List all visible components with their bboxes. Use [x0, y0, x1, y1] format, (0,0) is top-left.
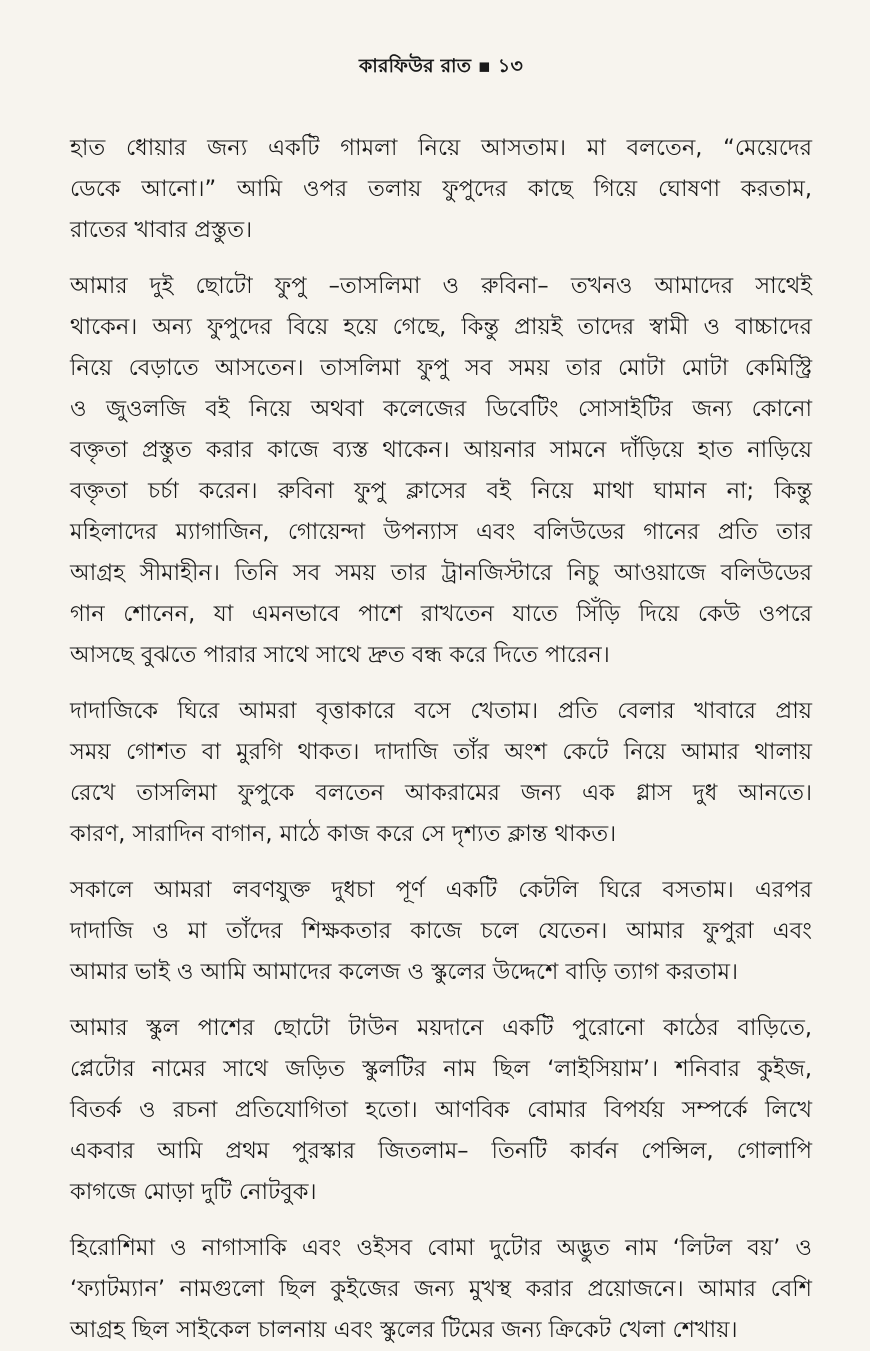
text-line: আসছে বুঝতে পারার সাথে সাথে দ্রুত বন্ধ করে দিতে পারেন। [70, 642, 610, 668]
text-line: প্লেটোর নামের সাথে জড়িত স্কুলটির নাম ছিল ‘লাইসিয়াম’। শনিবার কুইজ, [70, 1056, 812, 1082]
text-line: দাদাজি ও মা তাঁদের শিক্ষকতার কাজে চলে যেতেন। আমার ফুপুরা এবং [70, 918, 812, 944]
paragraph-2 [70, 266, 812, 676]
paragraph-3 [70, 691, 812, 855]
text-line: আমার স্কুল পাশের ছোটো টাউন ময়দানে একটি পুরোনো কাঠের বাড়িতে, [70, 1015, 812, 1041]
text-line: সময় গোশত বা মুরগি থাকত। দাদাজি তাঁর অংশ কেটে নিয়ে আমার থালায় [70, 739, 812, 765]
text-line: কারণ, সারাদিন বাগান, মাঠে কাজ করে সে দৃশ্যত ক্লান্ত থাকত। [70, 821, 617, 847]
text-line: ডেকে আনো।” আমি ওপর তলায় ফুপুদের কাছে গিয়ে ঘোষণা করতাম, [70, 176, 812, 202]
text-line: কাগজে মোড়া দুটি নোটবুক। [70, 1179, 317, 1205]
text-line: সকালে আমরা লবণযুক্ত দুধচা পূর্ণ একটি কেটলি ঘিরে বসতাম। এরপর [70, 877, 812, 903]
text-line: বক্তৃতা চর্চা করেন। রুবিনা ফুপু ক্লাসের বই নিয়ে মাথা ঘামান না; কিন্তু [70, 478, 812, 504]
text-line: আমার দুই ছোটো ফুপু –তাসলিমা ও রুবিনা– তখনও আমাদের সাথেই [70, 273, 812, 299]
text-line: একবার আমি প্রথম পুরস্কার জিতলাম– তিনটি কার্বন পেন্সিল, গোলাপি [70, 1138, 812, 1164]
text-line: হাত ধোয়ার জন্য একটি গামলা নিয়ে আসতাম। মা বলতেন, “মেয়েদের [70, 135, 812, 161]
text-line: হিরোশিমা ও নাগাসাকি এবং ওইসব বোমা দুটোর অদ্ভুত নাম ‘লিটল বয়’ ও [70, 1235, 812, 1261]
text-line: থাকেন। অন্য ফুপুদের বিয়ে হয়ে গেছে, কিন্তু প্রায়ই তাদের স্বামী ও বাচ্চাদের [70, 314, 812, 340]
text-line: রাতের খাবার প্রস্তুত। [70, 217, 253, 243]
text-line: গান শোনেন, যা এমনভাবে পাশে রাখতেন যাতে সিঁড়ি দিয়ে কেউ ওপরে [70, 601, 812, 627]
paragraph-5 [70, 1008, 812, 1213]
paragraph-1 [70, 128, 812, 251]
text-line: মহিলাদের ম্যাগাজিন, গোয়েন্দা উপন্যাস এবং বলিউডের গানের প্রতি তার [70, 519, 812, 545]
text-line: আমার ভাই ও আমি আমাদের কলেজ ও স্কুলের উদ্দেশে বাড়ি ত্যাগ করতাম। [70, 959, 739, 985]
text-line: ‘ফ্যাটম্যান’ নামগুলো ছিল কুইজের জন্য মুখস্থ করার প্রয়োজনে। আমার বেশি [70, 1276, 812, 1302]
running-head: কারফিউর রাত ▪ ১৩ [358, 55, 524, 77]
text-line: বক্তৃতা প্রস্তুত করার কাজে ব্যস্ত থাকেন। আয়নার সামনে দাঁড়িয়ে হাত নাড়িয়ে [70, 437, 812, 463]
text-line: বিতর্ক ও রচনা প্রতিযোগিতা হতো। আণবিক বোমার বিপর্যয় সম্পর্কে লিখে [70, 1097, 812, 1123]
text-line: রেখে তাসলিমা ফুপুকে বলতেন আকরামের জন্য এক গ্লাস দুধ আনতে। [70, 780, 812, 806]
text-line: আগ্রহ ছিল সাইকেল চালনায় এবং স্কুলের টিমের জন্য ক্রিকেট খেলা শেখায়। [70, 1317, 738, 1343]
text-line: নিয়ে বেড়াতে আসতেন। তাসলিমা ফুপু সব সময় তার মোটা মোটা কেমিস্ট্রি [70, 355, 812, 381]
text-line: আগ্রহ সীমাহীন। তিনি সব সময় তার ট্রানজিস্টারে নিচু আওয়াজে বলিউডের [70, 560, 812, 586]
paragraph-4 [70, 870, 812, 993]
text-line: ও জুওলজি বই নিয়ে অথবা কলেজের ডিবেটিং সোসাইটির জন্য কোনো [70, 396, 812, 422]
paragraph-6 [70, 1228, 812, 1351]
text-line: দাদাজিকে ঘিরে আমরা বৃত্তাকারে বসে খেতাম। প্রতি বেলার খাবারে প্রায় [70, 698, 812, 724]
